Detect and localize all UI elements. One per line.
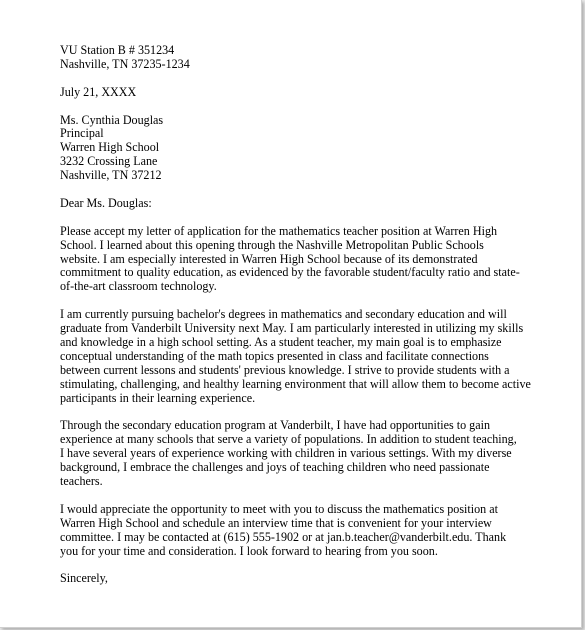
salutation-text: Dear Ms. Douglas: [60, 195, 152, 210]
sender-address [60, 44, 532, 72]
closing-text: Sincerely, [60, 571, 108, 586]
recipient-address-line: Warren High School [60, 140, 160, 155]
paragraph-line: you for your time and consideration. I look forward to hearing from you soon. [60, 543, 438, 558]
paragraph-line: I have several years of experience working with children in various settings. With my diverse [60, 446, 512, 461]
recipient-address-line: 3232 Crossing Lane [60, 154, 158, 169]
body-paragraph [60, 503, 532, 559]
closing [60, 572, 532, 586]
paragraph-line: website. I am especially interested in Warren High School because of its demonstrated [60, 251, 478, 266]
recipient-address [60, 114, 532, 184]
paragraph-line: participants in their learning experience. [60, 390, 256, 405]
paragraph-line: committee. I may be contacted at (615) 555-1902 or at jan.b.teacher@vanderbilt.edu. Thank [60, 529, 507, 544]
recipient-address-line: Principal [60, 126, 104, 141]
body-paragraph [60, 419, 532, 489]
sender-address-line: Nashville, TN 37235-1234 [60, 56, 190, 71]
paragraph-line: School. I learned about this opening through the Nashville Metropolitan Public Schools [60, 237, 484, 252]
sender-address-line: VU Station B # 351234 [60, 43, 175, 57]
letter-date [60, 86, 532, 100]
paragraph-line: conceptual understanding of the math topics presented in class and facilitate connections [60, 348, 489, 363]
salutation [60, 197, 532, 211]
paragraph-line: and knowledge in a high school setting. As a student teacher, my main goal is to emphasize [60, 334, 502, 349]
paragraph-line: I would appreciate the opportunity to meet with you to discuss the mathematics position at [60, 501, 498, 516]
paragraph-line: Warren High School and schedule an interview time that is convenient for your interview [60, 515, 492, 530]
paragraph-line: of-the-art classroom technology. [60, 279, 217, 294]
date-text: July 21, XXXX [60, 84, 137, 99]
paragraph-line: between current lessons and students' previous knowledge. I strive to provide students with a [60, 362, 510, 377]
paragraph-line: experience at many schools that serve a variety of populations. In addition to student teaching, [60, 432, 517, 447]
paragraph-line: Please accept my letter of application for the mathematics teacher position at Warren High [60, 223, 498, 238]
body-paragraph [60, 225, 532, 295]
paragraph-line: graduate from Vanderbilt University next May. I am particularly interested in utilizing my skills [60, 321, 524, 336]
recipient-address-line: Nashville, TN 37212 [60, 168, 162, 183]
recipient-address-line: Ms. Cynthia Douglas [60, 112, 164, 127]
paragraph-line: background, I embrace the challenges and joys of teaching children who need passionate [60, 460, 490, 475]
paragraph-line: Through the secondary education program at Vanderbilt, I have had opportunities to gain [60, 418, 490, 433]
paragraph-line: I am currently pursuing bachelor's degrees in mathematics and secondary education and will [60, 307, 507, 322]
paragraph-line: stimulating, challenging, and healthy learning environment that will allow them to become active [60, 376, 531, 391]
paragraph-line: teachers. [60, 474, 103, 488]
letter-body [60, 44, 532, 600]
body-paragraph [60, 308, 532, 405]
paragraph-line: commitment to quality education, as evidenced by the favorable student/faculty ratio and state- [60, 265, 520, 280]
